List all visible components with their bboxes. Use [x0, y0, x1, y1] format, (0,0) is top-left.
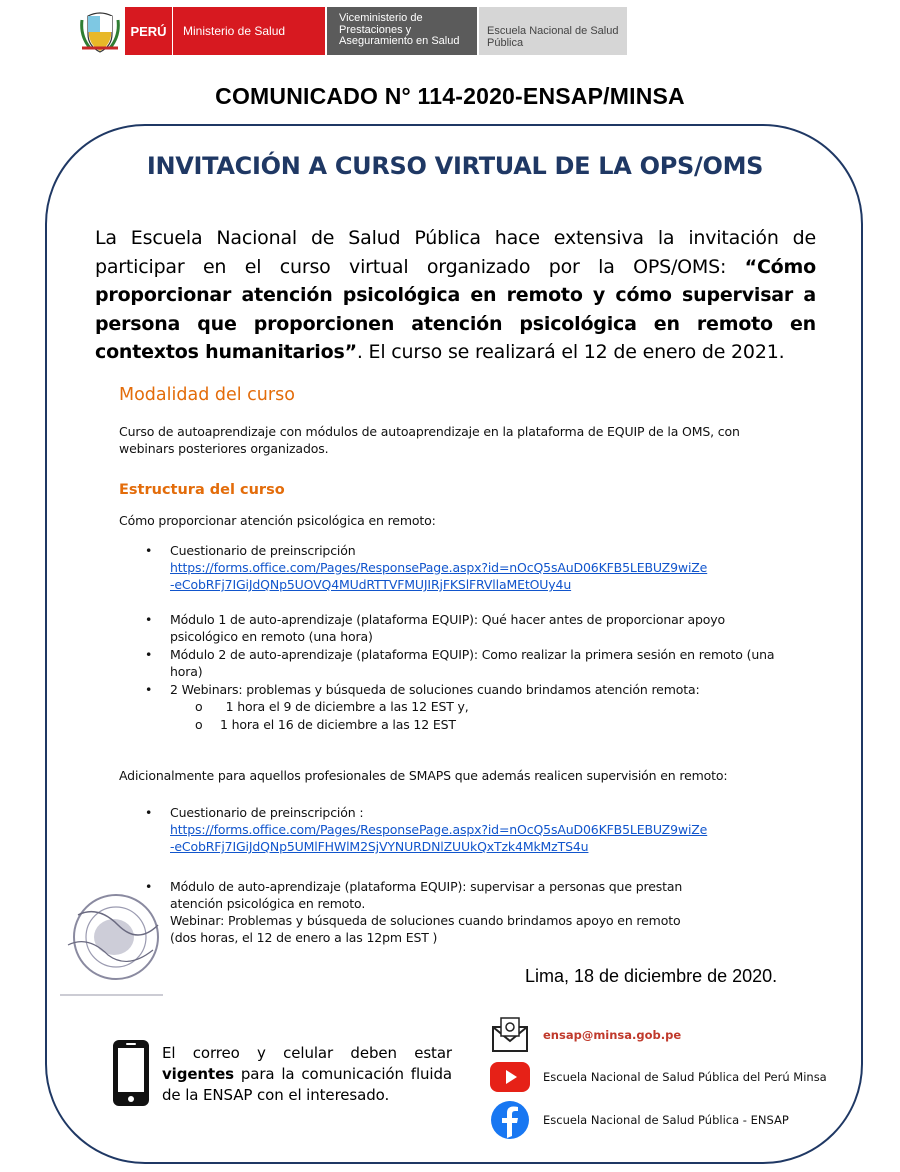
webinar-date-1: 1 hora el 9 de diciembre a las 12 EST y,	[218, 699, 469, 714]
list-item	[195, 716, 456, 733]
youtube-channel[interactable]: Escuela Nacional de Salud Pública del Perú Minsa	[543, 1070, 827, 1084]
invite-title: INVITACIÓN A CURSO VIRTUAL DE LA OPS/OMS	[146, 152, 764, 180]
bullet-icon: •	[145, 879, 153, 894]
peru-ministry-logo	[125, 7, 325, 55]
list-item-text: 2 Webinars: problemas y búsqueda de soluciones cuando brindamos atención remota:	[170, 682, 700, 697]
contact-note-part2: para la comunicación fluida de la ENSAP con el interesado.	[162, 1065, 452, 1104]
comunicado-title: COMUNICADO N° 114-2020-ENSAP/MINSA	[215, 83, 685, 109]
school-label: Escuela Nacional de Salud Pública	[479, 7, 627, 55]
list-item-text: atención psicológica en remoto.	[170, 896, 366, 911]
modalidad-text: Curso de autoaprendizaje con módulos de autoaprendizaje en la plataforma de EQUIP de la OMS, con webinars posteriores organizados.	[119, 424, 740, 456]
list-item-text: Webinar: Problemas y búsqueda de soluciones cuando brindamos apoyo en remoto	[170, 913, 681, 928]
estructura-heading: Estructura del curso	[119, 482, 285, 498]
sub-bullet-icon: o	[195, 699, 203, 714]
list-item-text: Módulo 1 de auto-aprendizaje (plataforma EQUIP): Qué hacer antes de proporcionar apoyo psicológico en remoto (una hora)	[170, 612, 725, 644]
bullet-icon: •	[145, 647, 153, 662]
facebook-page[interactable]: Escuela Nacional de Salud Pública - ENSAP	[543, 1113, 789, 1127]
list-item-text: Cuestionario de preinscripción	[170, 543, 356, 558]
intro-part2: . El curso se realizará el 12 de enero de 2021.	[356, 341, 785, 363]
bullet-icon: •	[145, 805, 153, 820]
mobile-phone-icon	[111, 1038, 151, 1108]
registration-link-2a[interactable]: https://forms.office.com/Pages/ResponsePage.aspx?id=nOcQ5sAuD06KFB5LEBUZ9wiZe	[170, 822, 708, 837]
intro-paragraph	[95, 224, 816, 367]
list-item-text: (dos horas, el 12 de enero a las 12pm EST )	[170, 930, 438, 945]
registration-link-1b[interactable]: -eCobRFj7IGiJdQNp5UOVQ4MUdRTTVFMUJIRjFKSlFRVllaMEtOUy4u	[170, 577, 572, 592]
date-location: Lima, 18 de diciembre de 2020.	[525, 966, 778, 986]
peru-label: PERÚ	[125, 7, 173, 55]
email-address[interactable]: ensap@minsa.gob.pe	[543, 1028, 682, 1042]
webinar-date-2: 1 hora el 16 de diciembre a las 12 EST	[220, 717, 456, 732]
list-item-text: Módulo de auto-aprendizaje (plataforma EQUIP): supervisar a personas que prestan	[170, 879, 683, 894]
coat-of-arms-icon	[80, 10, 120, 54]
ministry-label: Ministerio de Salud	[183, 23, 286, 38]
bullet-icon: •	[145, 612, 153, 627]
contact-note-bold: vigentes	[162, 1065, 234, 1083]
registration-link-1a[interactable]: https://forms.office.com/Pages/ResponsePage.aspx?id=nOcQ5sAuD06KFB5LEBUZ9wiZe	[170, 560, 708, 575]
course-name: “Cómo proporcionar atención psicológica en remoto y cómo supervisar a persona que proporcionen atención psicológica en remoto en contextos humanitarios”	[95, 255, 816, 363]
contact-note-part1: El correo y celular deben estar	[162, 1044, 452, 1062]
registration-link-2b[interactable]: -eCobRFj7IGiJdQNp5UMlFHWlM2SjVYNURDNlZUUkQxTzk4MkMzTS4u	[170, 839, 589, 854]
official-stamp-icon	[58, 885, 168, 1000]
modalidad-heading: Modalidad del curso	[119, 385, 295, 405]
estructura-intro: Cómo proporcionar atención psicológica en remoto:	[119, 513, 436, 528]
adicional-intro: Adicionalmente para aquellos profesionales de SMAPS que además realicen supervisión en remoto:	[119, 768, 728, 783]
list-item-text: Cuestionario de preinscripción :	[170, 805, 364, 820]
youtube-icon	[490, 1057, 530, 1097]
bullet-icon: •	[145, 543, 153, 558]
sub-bullet-icon: o	[195, 717, 203, 732]
list-item-text: Módulo 2 de auto-aprendizaje (plataforma EQUIP): Como realizar la primera sesión en remoto (una hora)	[170, 647, 775, 679]
facebook-icon	[490, 1100, 530, 1140]
contact-note	[162, 1043, 452, 1106]
list-item	[195, 698, 469, 715]
intro-part1: La Escuela Nacional de Salud Pública hace extensiva la invitación de participar en el curso virtual organizado por la OPS/OMS:	[95, 227, 816, 278]
vice-ministry-label: Viceministerio de Prestaciones y Aseguramiento en Salud	[327, 7, 477, 55]
bullet-icon: •	[145, 682, 153, 697]
email-icon	[490, 1015, 530, 1055]
